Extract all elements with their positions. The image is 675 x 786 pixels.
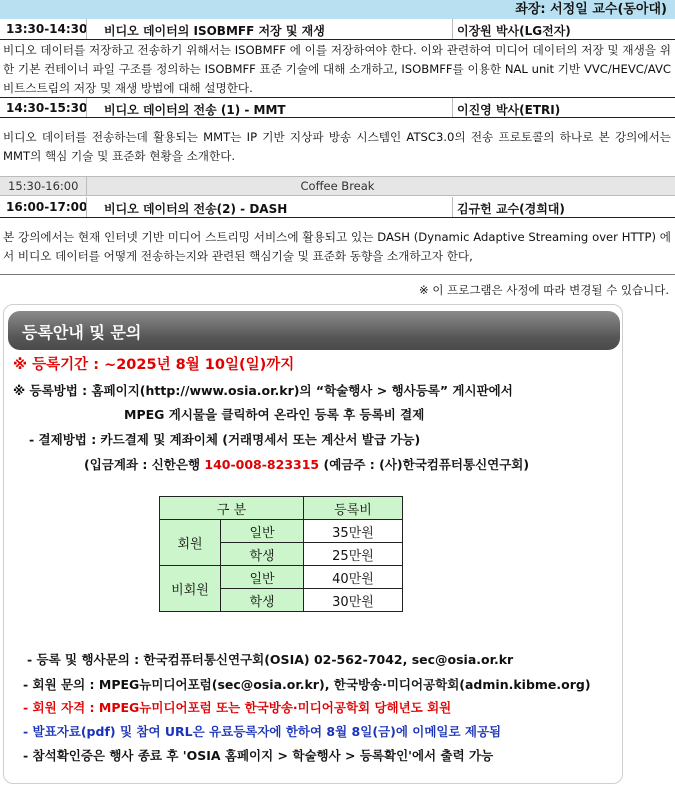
account-number: 140-008-823315 bbox=[204, 457, 320, 472]
break-label: Coffee Break bbox=[300, 179, 375, 193]
divider bbox=[452, 98, 453, 117]
coffee-break-row bbox=[0, 176, 675, 196]
divider bbox=[452, 19, 453, 39]
nonmember-general-fee: 40만원 bbox=[304, 566, 403, 589]
account-prefix: (입금계좌 : 신한은행 bbox=[84, 457, 205, 472]
program-note: ※ 이 프로그램은 사정에 따라 변경될 수 있습니다. bbox=[419, 283, 669, 297]
fee-header-fee: 등록비 bbox=[304, 497, 403, 520]
session-description-3: 본 강의에서는 현재 인터넷 기반 미디어 스트리밍 서비스에 활용되고 있는 DASH (Dynamic Adaptive Streaming over HTTP) 에서 비디오 데이터를 어떻게 전송하는지와 관련된 핵심기술 및 표준화 동향을 소개하고자 한다, bbox=[3, 230, 671, 263]
break-time: 15:30-16:00 bbox=[8, 179, 79, 193]
certificate-notice: - 참석확인증은 행사 종료 후 'OSIA 홈페이지 > 학술행사 > 등록확인'에서 출력 가능 bbox=[23, 748, 494, 763]
fee-header-category: 구 분 bbox=[160, 497, 304, 520]
session-row-1 bbox=[0, 19, 675, 40]
fee-table bbox=[159, 496, 403, 612]
student-label: 학생 bbox=[221, 543, 304, 566]
session-description-2: 비디오 데이터를 전송하는데 활용되는 MMT는 IP 기반 지상파 방송 시스템인 ATSC3.0의 전송 프로토콜의 하나로 본 강의에서는 MMT의 핵심 기술 및 표준화 현황을 소개한다. bbox=[3, 130, 671, 163]
general-label: 일반 bbox=[221, 520, 304, 543]
membership-qualification: - 회원 자격 : MPEG뉴미디어포럼 또는 한국방송·미디어공학회 당해년도 회원 bbox=[23, 700, 452, 715]
session-speaker: 김규헌 교수(경희대) bbox=[457, 202, 565, 216]
fee-table-header bbox=[160, 497, 403, 520]
table-row bbox=[160, 566, 403, 589]
payment-method: - 결제방법 : 카드결제 및 계좌이체 (거래명세서 또는 계산서 발급 가능) bbox=[29, 432, 421, 447]
nonmember-student-fee: 30만원 bbox=[304, 589, 403, 612]
contact-membership: - 회원 문의 : MPEG뉴미디어포럼(sec@osia.or.kr), 한국방송·미디어공학회(admin.kibme.org) bbox=[23, 677, 591, 692]
contact-registration: - 등록 및 행사문의 : 한국컴퓨터통신연구회(OSIA) 02-562-7042, sec@osia.or.kr bbox=[27, 652, 514, 667]
nonmember-label: 비회원 bbox=[160, 566, 221, 612]
session-description-1: 비디오 데이터를 저장하고 전송하기 위해서는 ISOBMFF 에 이를 저장하여야 한다. 이와 관련하여 미디어 데이터의 저장 및 재생을 위한 기본 컨테이너 파일 구조를 정의하는 ISOBMFF 표준 기술에 대해 소개하고, ISOBMFF를 이용한 NAL unit 기반 VVC/HEVC/AVC 비트스트림의 저장 및 재생 방법에 대해 설명한다. bbox=[3, 43, 671, 95]
registration-header bbox=[8, 311, 620, 350]
chair-label: 좌장: 서정일 교수(동아대) bbox=[515, 2, 667, 17]
divider bbox=[452, 197, 453, 217]
registration-deadline: ※ 등록기간 : ~2025년 8월 10일(일)까지 bbox=[13, 357, 295, 373]
materials-notice: - 발표자료(pdf) 및 참여 URL은 유료등록자에 한하여 8월 8일(금)에 이메일로 제공됨 bbox=[23, 724, 502, 739]
session-time: 13:30-14:30 bbox=[6, 22, 88, 36]
session-time: 16:00-17:00 bbox=[6, 200, 88, 214]
session-time: 14:30-15:30 bbox=[6, 101, 88, 115]
session-speaker: 이장원 박사(LG전자) bbox=[457, 24, 571, 38]
general-label: 일반 bbox=[221, 566, 304, 589]
session-title: 비디오 데이터의 전송(2) - DASH bbox=[104, 202, 288, 216]
member-general-fee: 35만원 bbox=[304, 520, 403, 543]
student-label: 학생 bbox=[221, 589, 304, 612]
divider bbox=[86, 98, 87, 117]
chair-bar bbox=[0, 0, 675, 19]
member-label: 회원 bbox=[160, 520, 221, 566]
registration-heading: 등록안내 및 문의 bbox=[22, 323, 142, 342]
session-row-2 bbox=[0, 97, 675, 118]
account-suffix: (예금주 : (사)한국컴퓨터통신연구회) bbox=[319, 457, 530, 472]
divider bbox=[86, 19, 87, 39]
registration-method: ※ 등록방법 : 홈페이지(http://www.osia.or.kr)의 “학술행사 > 행사등록” 게시판에서 bbox=[13, 383, 513, 398]
bank-account bbox=[84, 455, 529, 473]
session-title: 비디오 데이터의 전송 (1) - MMT bbox=[104, 103, 286, 117]
session-speaker: 이진영 박사(ETRI) bbox=[457, 103, 561, 117]
registration-method-cont: MPEG 게시물을 클릭하여 온라인 등록 후 등록비 결제 bbox=[124, 407, 425, 422]
divider-line bbox=[0, 274, 675, 275]
divider bbox=[86, 197, 87, 217]
member-student-fee: 25만원 bbox=[304, 543, 403, 566]
session-row-3 bbox=[0, 197, 675, 218]
table-row bbox=[160, 520, 403, 543]
session-title: 비디오 데이터의 ISOBMFF 저장 및 재생 bbox=[104, 24, 325, 38]
